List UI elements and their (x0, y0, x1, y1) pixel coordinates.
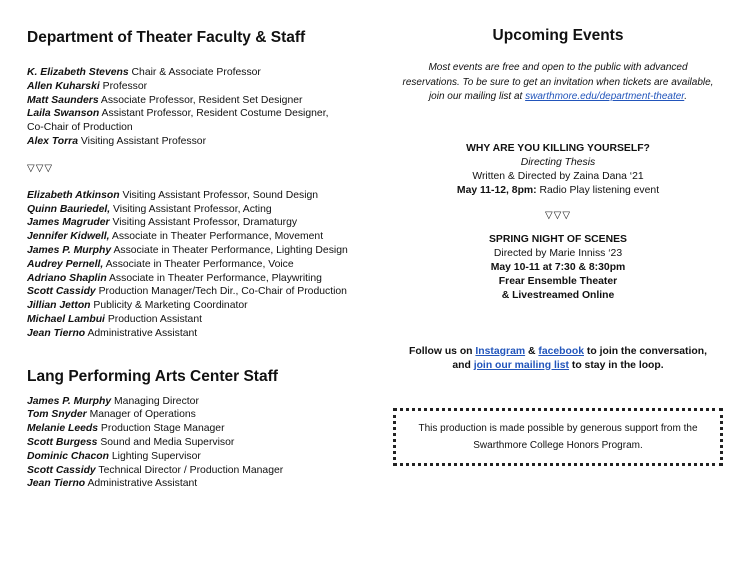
staff-name: Audrey Pernell, (27, 258, 104, 270)
staff-name: Scott Burgess (27, 436, 98, 448)
staff-name: Michael Lambui (27, 313, 105, 325)
staff-row (27, 464, 372, 478)
follow-text: to join the conversation, (584, 345, 707, 357)
staff-row (27, 477, 372, 491)
staff-role: Co-Chair of Production (27, 122, 133, 134)
staff-row (27, 216, 372, 230)
left-column (27, 28, 372, 491)
staff-role: Publicity & Marketing Coordinator (93, 300, 248, 312)
staff-role: Associate Professor, Resident Set Designer (100, 94, 303, 106)
staff-name: Jillian Jetton (27, 300, 91, 312)
staff-role: Associate in Theater Performance, Voice (105, 258, 294, 270)
lang-staff-list (27, 395, 372, 492)
support-line: Swarthmore College Honors Program. (473, 440, 643, 451)
follow-line-2 (388, 359, 728, 373)
staff-role: Production Stage Manager (100, 423, 225, 435)
staff-row (27, 230, 372, 244)
event-venue: Frear Ensemble Theater (498, 275, 618, 287)
event-online: & Livestreamed Online (501, 289, 615, 301)
staff-row (27, 299, 372, 313)
intro-line: reservations. To be sure to get an invitation when tickets are available, (402, 76, 714, 88)
staff-role: Visiting Assistant Professor (80, 135, 207, 147)
lang-title: Lang Performing Arts Center Staff (27, 367, 278, 385)
event-title: WHY ARE YOU KILLING YOURSELF? (466, 142, 650, 154)
staff-name: Scott Cassidy (27, 286, 96, 298)
staff-name: Quinn Bauriedel, (27, 203, 111, 215)
staff-role: Visiting Assistant Professor, Sound Design (122, 189, 319, 201)
intro-text: join our mailing list at (428, 91, 526, 102)
staff-role: Lighting Supervisor (111, 450, 201, 462)
staff-row (27, 327, 372, 341)
event-date: May 11-12, 8pm: (456, 184, 537, 196)
events-title: Upcoming Events (492, 27, 624, 44)
faculty-title: Department of Theater Faculty & Staff (27, 29, 306, 46)
event-card-2 (388, 233, 728, 303)
staff-name: James P. Murphy (27, 395, 112, 407)
event-date-line (388, 184, 728, 198)
staff-row (27, 272, 372, 286)
support-box (393, 408, 723, 466)
staff-row (27, 121, 372, 135)
staff-name: James P. Murphy (27, 244, 112, 256)
staff-name: Scott Cassidy (27, 464, 96, 476)
follow-us (388, 345, 728, 373)
faculty-list-2 (27, 189, 372, 341)
staff-row (27, 135, 372, 149)
staff-role: Visiting Assistant Professor, Dramaturgy (112, 217, 298, 229)
instagram-link[interactable]: Instagram (475, 345, 526, 357)
staff-name: Jean Tierno (27, 327, 86, 339)
staff-name: James Magruder (27, 217, 110, 229)
staff-role: Associate in Theater Performance, Lighting Design (113, 244, 348, 256)
staff-role: Administrative Assistant (87, 478, 198, 490)
staff-role: Manager of Operations (89, 409, 196, 421)
staff-role: Administrative Assistant (87, 327, 198, 339)
staff-name: Laila Swanson (27, 108, 100, 120)
staff-row (27, 285, 372, 299)
staff-role: Professor (102, 80, 148, 92)
staff-role: Production Manager/Tech Dir., Co-Chair of Production (98, 286, 347, 298)
staff-role: Visiting Assistant Professor, Acting (113, 203, 272, 215)
mailing-list-link[interactable]: join our mailing list (473, 359, 569, 371)
staff-role: Assistant Professor, Resident Costume Designer, (101, 108, 329, 120)
follow-text: Follow us on (409, 345, 476, 357)
staff-row (27, 80, 372, 94)
follow-text: & (525, 345, 539, 357)
staff-row (27, 244, 372, 258)
staff-row (27, 422, 372, 436)
staff-row (27, 408, 372, 422)
staff-role: Chair & Associate Professor (131, 67, 261, 78)
staff-name: Allen Kuharski (27, 80, 100, 92)
staff-name: Alex Torra (27, 135, 79, 147)
staff-name: Matt Saunders (27, 94, 99, 106)
support-line: This production is made possible by generous support from the (418, 423, 698, 434)
intro-line: Most events are free and open to the public with advanced (428, 62, 688, 73)
right-column (388, 26, 728, 373)
staff-name: Dominic Chacon (27, 450, 109, 462)
staff-row (27, 94, 372, 108)
event-subtitle: Directing Thesis (520, 156, 596, 168)
staff-row (27, 258, 372, 272)
event-card-1 (388, 142, 728, 198)
event-title: SPRING NIGHT OF SCENES (489, 233, 627, 245)
staff-row (27, 66, 372, 80)
staff-role: Associate in Theater Performance, Playwriting (109, 272, 322, 284)
staff-role: Managing Director (114, 395, 199, 407)
staff-role: Sound and Media Supervisor (100, 436, 235, 448)
staff-name: Elizabeth Atkinson (27, 189, 120, 201)
events-intro (388, 61, 728, 105)
divider-triangles: ▽▽▽ (544, 209, 572, 221)
staff-role: Production Assistant (107, 313, 202, 325)
follow-text: and (452, 359, 474, 371)
staff-row (27, 450, 372, 464)
staff-name: Jean Tierno (27, 478, 86, 490)
divider-triangles: ▽▽▽ (27, 162, 54, 174)
intro-line (388, 90, 728, 105)
staff-name: Melanie Leeds (27, 423, 99, 435)
staff-row (27, 107, 372, 121)
staff-role: Technical Director / Production Manager (98, 464, 284, 476)
staff-role: Associate in Theater Performance, Movement (111, 231, 324, 243)
event-date-detail: Radio Play listening event (536, 184, 660, 196)
staff-row (27, 203, 372, 217)
staff-name: Tom Snyder (27, 409, 87, 421)
follow-line-1 (388, 345, 728, 359)
event-credit: Written & Directed by Zaina Dana ‘21 (472, 170, 644, 182)
staff-row (27, 313, 372, 327)
follow-text: to stay in the loop. (568, 359, 664, 371)
staff-name: K. Elizabeth Stevens (27, 67, 129, 78)
staff-name: Jennifer Kidwell, (27, 231, 110, 243)
staff-row (27, 436, 372, 450)
staff-row (27, 189, 372, 203)
staff-name: Adriano Shaplin (27, 272, 107, 284)
facebook-link[interactable]: facebook (538, 345, 584, 357)
event-date: May 10-11 at 7:30 & 8:30pm (490, 261, 626, 273)
intro-period: . (684, 91, 688, 102)
faculty-list-1 (27, 66, 372, 149)
department-link[interactable]: swarthmore.edu/department-theater (525, 91, 685, 102)
event-credit: Directed by Marie Inniss ‘23 (493, 247, 623, 259)
staff-row (27, 395, 372, 409)
